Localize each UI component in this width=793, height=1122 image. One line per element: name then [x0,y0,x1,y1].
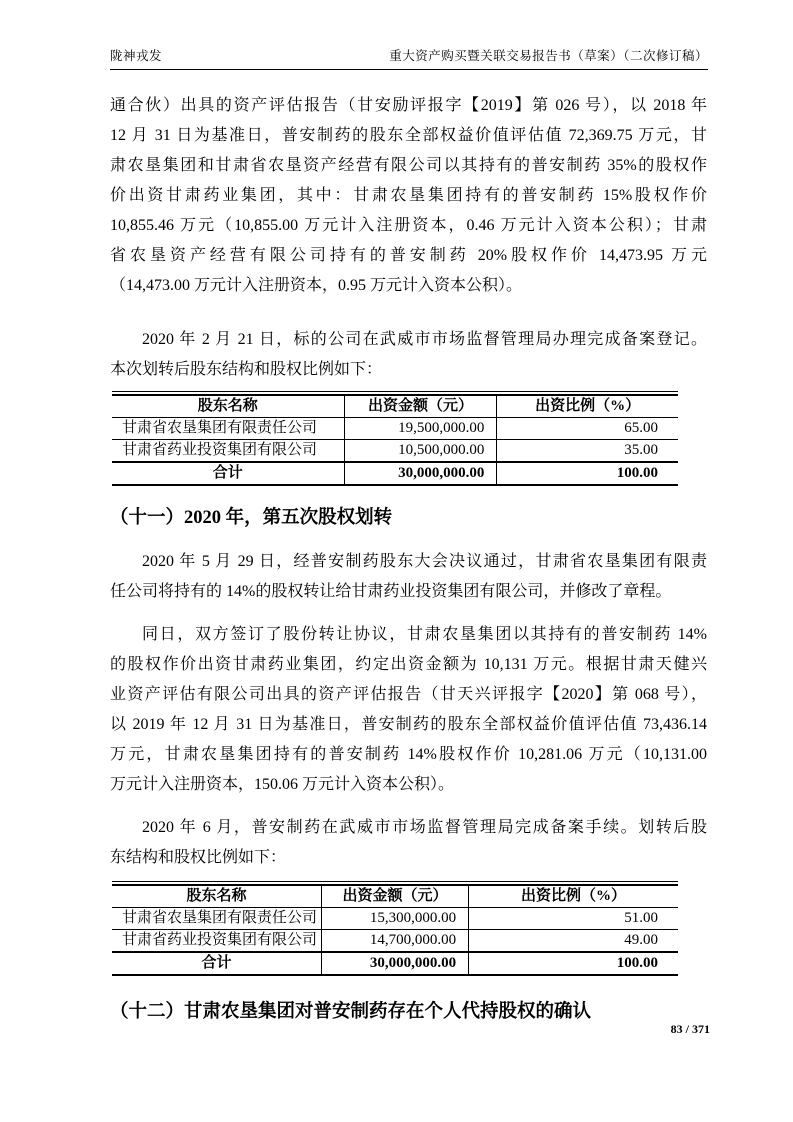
paragraph-line: 12 月 31 日为基准日，普安制药的股东全部权益价值评估值 72,369.75 万元，甘 [110,127,707,144]
total-label: 合计 [112,952,321,975]
paragraph-registration-2020-02 [110,325,707,385]
capital-amount: 14,700,000.00 [321,930,468,953]
shareholder-name: 甘肃省农垦集团有限责任公司 [112,418,344,440]
paragraph-line: 价出资甘肃药业集团，其中：甘肃农垦集团持有的普安制药 15%股权作价 [110,187,707,204]
paragraph-line: 通合伙）出具的资产评估报告（甘安励评报字【2019】第 026 号），以 2018 年 [110,97,707,114]
paragraph-transfer-agreement [110,620,707,800]
table-row [112,908,678,930]
total-ratio: 100.00 [497,462,678,485]
table-row [112,930,678,953]
paragraph-line: （14,473.00 万元计入注册资本，0.95 万元计入资本公积）。 [110,277,523,294]
table-header-capital-amount: 出资金额（元） [321,885,468,908]
paragraph-line: 东结构和股权比例如下： [110,849,287,866]
shareholder-table-1 [112,391,678,486]
paragraph-line: 任公司将持有的 14%的股权转让给甘肃药业投资集团有限公司，并修改了章程。 [110,583,672,600]
table-row [112,440,678,463]
table-header-shareholder-name: 股东名称 [112,395,344,418]
table-header-capital-ratio: 出资比例（%） [469,885,678,908]
running-header [110,0,708,70]
total-ratio: 100.00 [469,952,678,975]
paragraph-line: 10,855.46 万元（10,855.00 万元计入注册资本，0.46 万元计入资本公积）；甘肃 [110,217,707,234]
capital-ratio: 49.00 [469,930,678,953]
table-header-capital-ratio: 出资比例（%） [497,395,678,418]
header-company: 陇神戎发 [110,49,163,63]
paragraph-line: 2020 年 5 月 29 日，经普安制药股东大会决议通过，甘肃省农垦集团有限责 [142,553,707,570]
total-amount: 30,000,000.00 [344,462,497,485]
section-heading-12: （十二）甘肃农垦集团对普安制药存在个人代持股权的确认 [110,1002,592,1022]
capital-amount: 19,500,000.00 [344,418,497,440]
total-amount: 30,000,000.00 [321,952,468,975]
paragraph-resolution-2020-05 [110,547,707,607]
paragraph-line: 万元，甘肃农垦集团持有的普安制药 14%股权作价 10,281.06 万元（10,131.00 [110,746,707,763]
table-header-shareholder-name: 股东名称 [112,885,321,908]
capital-ratio: 51.00 [469,908,678,930]
capital-ratio: 65.00 [497,418,678,440]
paragraph-line: 肃农垦集团和甘肃省农垦资产经营有限公司以其持有的普安制药 35%的股权作 [110,157,707,174]
shareholder-name: 甘肃省农垦集团有限责任公司 [112,908,321,930]
table-row [112,418,678,440]
shareholder-name: 甘肃省药业投资集团有限公司 [112,440,344,463]
paragraph-filing-2020-06 [110,813,707,873]
paragraph-valuation-2019 [110,91,707,301]
paragraph-line: 2020 年 2 月 21 日，标的公司在武威市市场监督管理局办理完成备案登记。 [142,331,707,348]
header-report-title: 重大资产购买暨关联交易报告书（草案）（二次修订稿） [389,49,708,63]
capital-amount: 10,500,000.00 [344,440,497,463]
paragraph-line: 万元计入注册资本，150.06 万元计入资本公积）。 [110,776,455,793]
paragraph-line: 本次划转后股东结构和股权比例如下： [110,361,383,378]
table-header-row [112,885,678,908]
capital-ratio: 35.00 [497,440,678,463]
paragraph-line: 省农垦资产经营有限公司持有的普安制药 20%股权作价 14,473.95 万元 [110,247,707,264]
table-header-row [112,395,678,418]
section-heading-11: （十一）2020 年，第五次股权划转 [110,508,393,528]
paragraph-line: 业资产评估有限公司出具的资产评估报告（甘天兴评报字【2020】第 068 号）， [110,686,707,703]
table-total-row [112,952,678,975]
paragraph-line: 的股权作价出资甘肃药业集团，约定出资金额为 10,131 万元。根据甘肃天健兴 [110,656,707,673]
shareholder-table-2 [112,881,678,976]
paragraph-line: 2020 年 6 月，普安制药在武威市市场监督管理局完成备案手续。划转后股 [142,819,707,836]
shareholder-name: 甘肃省药业投资集团有限公司 [112,930,321,953]
page-content [110,91,707,1026]
total-label: 合计 [112,462,344,485]
table-header-capital-amount: 出资金额（元） [344,395,497,418]
page-number: 83 / 371 [670,1022,710,1036]
table-total-row [112,462,678,485]
capital-amount: 15,300,000.00 [321,908,468,930]
paragraph-line: 以 2019 年 12 月 31 日为基准日，普安制药的股东全部权益价值评估值 73,436.14 [110,716,707,733]
paragraph-line: 同日，双方签订了股份转让协议，甘肃农垦集团以其持有的普安制药 14% [142,626,707,643]
